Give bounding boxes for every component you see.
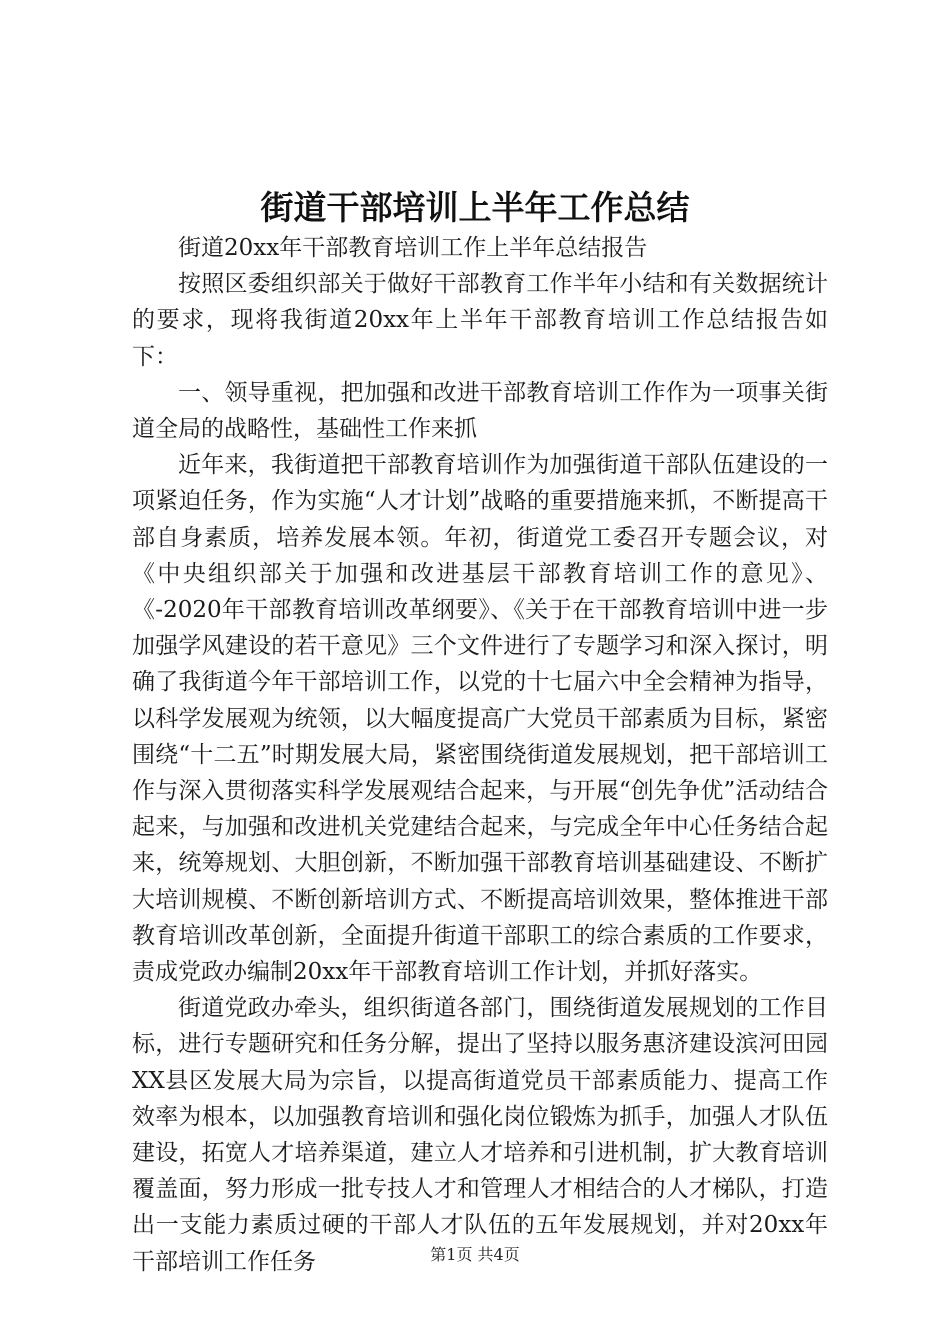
paragraph-party-office: 街道党政办牵头，组织街道各部门，围绕街道发展规划的工作目标，进行专题研究和任务分解，提出了坚持以服务惠济建设滨河田园XX县区发展大局为宗旨，以提高街道党员干部素质能力、提高工作效率为根本，以加强教育培训和强化岗位锻炼为抓手，加强人才队伍建设，拓宽人才培养渠道，建立人才培养和引进机制，扩大教育培训覆盖面，努力形成一批专技人才和管理人才相结合的人才梯队，打造出一支能力素质过硬的干部人才队伍的五年发展规划，并对20xx年干部培训工作任务 <box>132 995 828 1275</box>
page-footer: 第1页 共4页 <box>430 1245 520 1264</box>
paragraph-recent-years: 近年来，我街道把干部教育培训作为加强街道干部队伍建设的一项紧迫任务，作为实施“人才计划”战略的重要措施来抓，不断提高干部自身素质，培养发展本领。年初，街道党工委召开专题会议，对《中央组织部关于加强和改进基层干部教育培训工作的意见》、《-2020年干部教育培训改革纲要》、《关于在干部教育培训中进一步加强学风建设的若干意见》三个文件进行了专题学习和深入探讨，明确了我街道今年干部培训工作，以党的十七届六中全会精神为指导，以科学发展观为统领，以大幅度提高广大党员干部素质为目标，紧密围绕“十二五”时期发展大局，紧密围绕街道发展规划，把干部培训工作与深入贯彻落实科学发展观结合起来，与开展“创先争优”活动结合起来，与加强和改进机关党建结合起来，与完成全年中心任务结合起来，统筹规划、大胆创新，不断加强干部教育培训基础建设、不断扩大培训规模、不断创新培训方式、不断提高培训效果，整体推进干部教育培训改革创新，全面提升街道干部职工的综合素质的工作要求，责成党政办编制20xx年干部教育培训工作计划，并抓好落实。 <box>132 452 828 986</box>
document-title: 街道干部培训上半年工作总结 <box>260 188 690 227</box>
paragraph-intro: 按照区委组织部关于做好干部教育工作半年小结和有关数据统计的要求，现将我街道20xx年上半年干部教育培训工作总结报告如下： <box>132 271 828 370</box>
paragraph-section-one-heading: 一、领导重视，把加强和改进干部教育培训工作作为一项事关街道全局的战略性，基础性工作来抓 <box>132 379 828 443</box>
document-body <box>132 230 828 1280</box>
paragraph-report-heading: 街道20xx年干部教育培训工作上半年总结报告 <box>178 235 648 261</box>
